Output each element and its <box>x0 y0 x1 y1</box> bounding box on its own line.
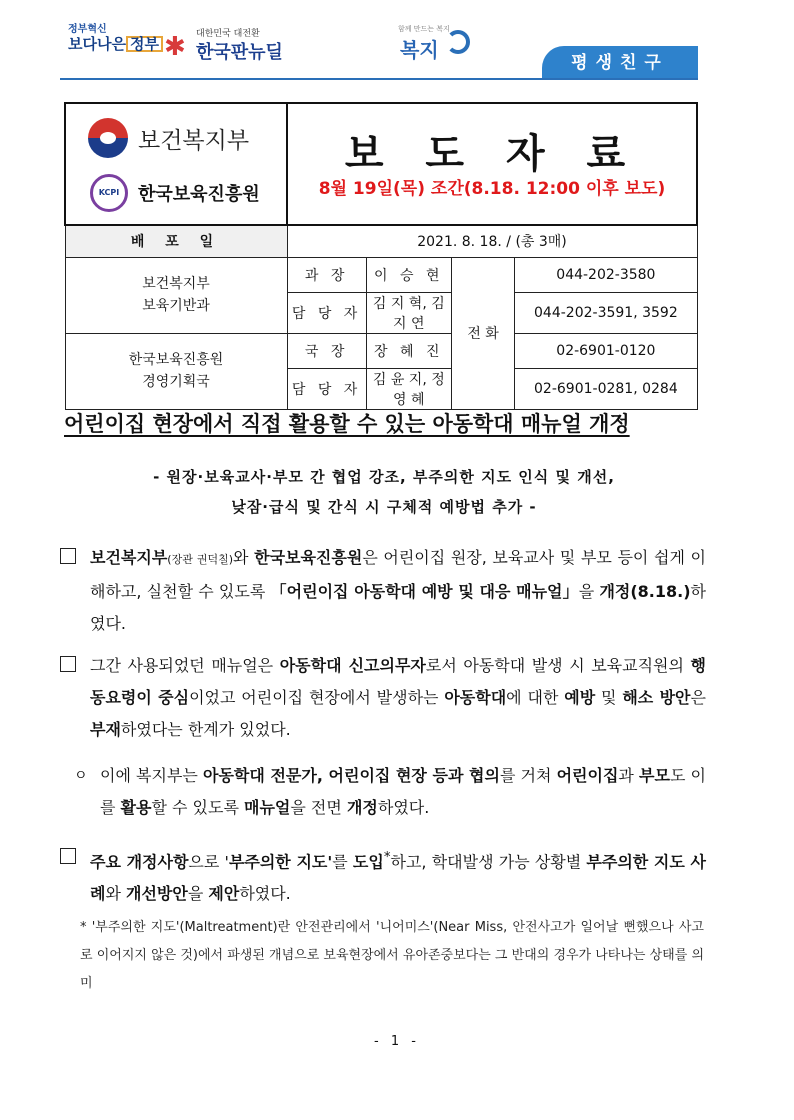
text: 을 <box>578 582 600 601</box>
paragraph-3 <box>60 760 706 824</box>
distribution-date-label: 배 포 일 <box>65 225 287 257</box>
text: 이에 복지부는 <box>100 766 204 785</box>
contact-name: 장 혜 진 <box>366 333 451 368</box>
text-bold: 어린이집 <box>556 766 619 785</box>
text-bold: 부모 <box>639 766 670 785</box>
text-bold: 아동학대 전문가, 어린이집 현장 등과 협의 <box>203 766 500 785</box>
taegeuk-emblem-icon <box>88 118 128 158</box>
text: 이었고 어린이집 현장에서 발생하는 <box>189 688 445 707</box>
footnote: * '부주의한 지도'(Maltreatment)란 안전관리에서 '니어미스'(Near Miss, 안전사고가 일어날 뻔했으나 사고로 이어지지 않은 것)에서 파생된 개념으로 보육현장에서 유아존중보다는 그 반대의 경우가 나타나는 상태를 의미 <box>80 920 704 991</box>
manual-title: 「어린이집 아동학대 예방 및 대응 매뉴얼」 <box>270 582 579 601</box>
press-release-title: 보 도 자 료 <box>344 131 640 177</box>
text: 및 <box>595 688 623 707</box>
text: (장관 권덕칠) <box>167 553 234 566</box>
contact-name: 김 지 혁, 김 지 연 <box>366 292 451 333</box>
text: 를 거쳐 <box>499 766 557 785</box>
checkbox-bullet-icon <box>60 548 76 564</box>
text: 도 이를 <box>100 766 706 817</box>
paragraph-4 <box>60 842 706 910</box>
circle-bullet-icon: ㅇ <box>74 768 88 784</box>
contact-phone: 02-6901-0120 <box>515 333 697 368</box>
text: 과 <box>618 766 640 785</box>
gov-innovation-logo <box>68 24 163 52</box>
text-bold: 도입 <box>352 852 384 872</box>
text: 할 수 있도록 <box>151 798 245 817</box>
org-ministry-name: 보건복지부 <box>138 128 250 154</box>
contact-phone: 02-6901-0281, 0284 <box>515 368 697 409</box>
distribution-date-value: 2021. 8. 18. / (총 3매) <box>287 225 697 257</box>
text: 으로 ' <box>188 852 229 872</box>
new-deal-star-icon: ✱ <box>164 32 186 62</box>
dept-ministry <box>65 257 287 333</box>
role-staff: 담 당 자 <box>287 368 366 409</box>
text-bold: 부주의한 지도' <box>228 852 333 872</box>
embargo-notice: 8월 19일(목) 조간(8.18. 12:00 이후 보도) <box>318 179 666 199</box>
text-bold: 개선방안 <box>126 884 188 904</box>
dept-institute-line2: 경영기획국 <box>142 374 210 390</box>
contact-name: 김 윤 지, 정 영 혜 <box>366 368 451 409</box>
footnote-marker: * <box>383 850 391 865</box>
contact-phone: 044-202-3580 <box>515 257 697 292</box>
text: 로서 아동학대 발생 시 보육교직원의 <box>425 656 691 675</box>
gov-logo-box: 정부 <box>126 36 163 52</box>
checkbox-bullet-icon <box>60 848 76 864</box>
text: 에 대한 <box>506 688 565 707</box>
dept-institute-line1: 한국보육진흥원 <box>128 352 224 368</box>
subtitle <box>64 462 704 522</box>
org-seal-cell <box>65 103 287 225</box>
phone-label: 전 화 <box>451 257 514 409</box>
dept-ministry-line1: 보건복지부 <box>142 276 210 292</box>
headline: 어린이집 현장에서 직접 활용할 수 있는 아동학대 매뉴얼 개정 <box>64 412 630 436</box>
text: 하였다는 한계가 있었다. <box>120 720 291 739</box>
text: 와 <box>105 884 127 904</box>
text-bold: 개정(8.18.) <box>599 582 691 601</box>
page-number: - 1 - <box>374 1034 420 1049</box>
text-bold: 보건복지부 <box>90 548 168 567</box>
text: 하였다. <box>377 798 430 817</box>
text-bold: 제안 <box>208 884 240 904</box>
org-institute-name: 한국보육진흥원 <box>138 184 260 205</box>
header-divider <box>60 78 698 80</box>
text: 그간 사용되었던 매뉴얼은 <box>90 656 280 675</box>
role-director: 과 장 <box>287 257 366 292</box>
logo-bar <box>60 18 698 80</box>
text: 은 <box>690 688 706 707</box>
text-bold: 행동요령이 중심 <box>90 656 706 707</box>
text: 을 전면 <box>290 798 347 817</box>
contact-phone: 044-202-3591, 3592 <box>515 292 697 333</box>
text-bold: 개정 <box>346 798 378 817</box>
role-staff: 담 당 자 <box>287 292 366 333</box>
welfare-swirl-icon <box>446 30 470 54</box>
text: 하고, 학대발생 가능 상황별 <box>390 852 587 872</box>
new-deal-small: 대한민국 대전환 <box>196 29 260 39</box>
text: 을 <box>187 884 209 904</box>
text: 를 <box>332 852 353 872</box>
gov-logo-small: 정부혁신 <box>68 24 107 35</box>
text: 하였다. <box>239 884 291 904</box>
subtitle-line: 낮잠·급식 및 간식 시 구체적 예방법 추가 - <box>231 498 537 516</box>
text: 와 <box>233 548 255 567</box>
text-bold: 매뉴얼 <box>244 798 291 817</box>
press-info-table <box>64 102 698 410</box>
text-bold: 아동학대 신고의무자 <box>279 656 426 675</box>
subtitle-line: - 원장·보육교사·부모 간 협업 강조, 부주의한 지도 인식 및 개선, <box>153 468 615 486</box>
text: 하였다. <box>90 582 706 633</box>
checkbox-bullet-icon <box>60 656 76 672</box>
dept-ministry-line2: 보육기반과 <box>142 298 210 314</box>
text-bold: 예방 <box>564 688 596 707</box>
title-cell <box>287 103 697 225</box>
paragraph-1 <box>60 542 706 640</box>
lifelong-friend-tag: 평생친구 <box>542 46 698 80</box>
paragraph-2 <box>60 650 706 746</box>
kcpi-emblem-icon: KCPI <box>90 174 128 212</box>
text-bold: 한국보육진흥원 <box>254 548 363 567</box>
text-bold: 부주의한 지도 사례 <box>90 852 706 904</box>
new-deal-name: 한국판뉴딜 <box>196 42 283 63</box>
welfare-small: 함께 만드는 복지 <box>398 25 450 33</box>
role-director: 국 장 <box>287 333 366 368</box>
welfare-name: 복지 <box>400 38 439 62</box>
text-bold: 활용 <box>120 798 152 817</box>
text-bold: 주요 개정사항 <box>90 852 189 872</box>
text-bold: 아동학대 <box>444 688 507 707</box>
gov-logo-text: 보다나은 <box>68 35 126 53</box>
text-bold: 부재 <box>90 720 121 739</box>
dept-institute <box>65 333 287 409</box>
text: 은 어린이집 원장, 보육교사 및 부모 등이 쉽게 이해하고, 실천할 수 있도록 <box>90 548 706 601</box>
text-bold: 해소 방안 <box>622 688 691 707</box>
contact-name: 이 승 현 <box>366 257 451 292</box>
